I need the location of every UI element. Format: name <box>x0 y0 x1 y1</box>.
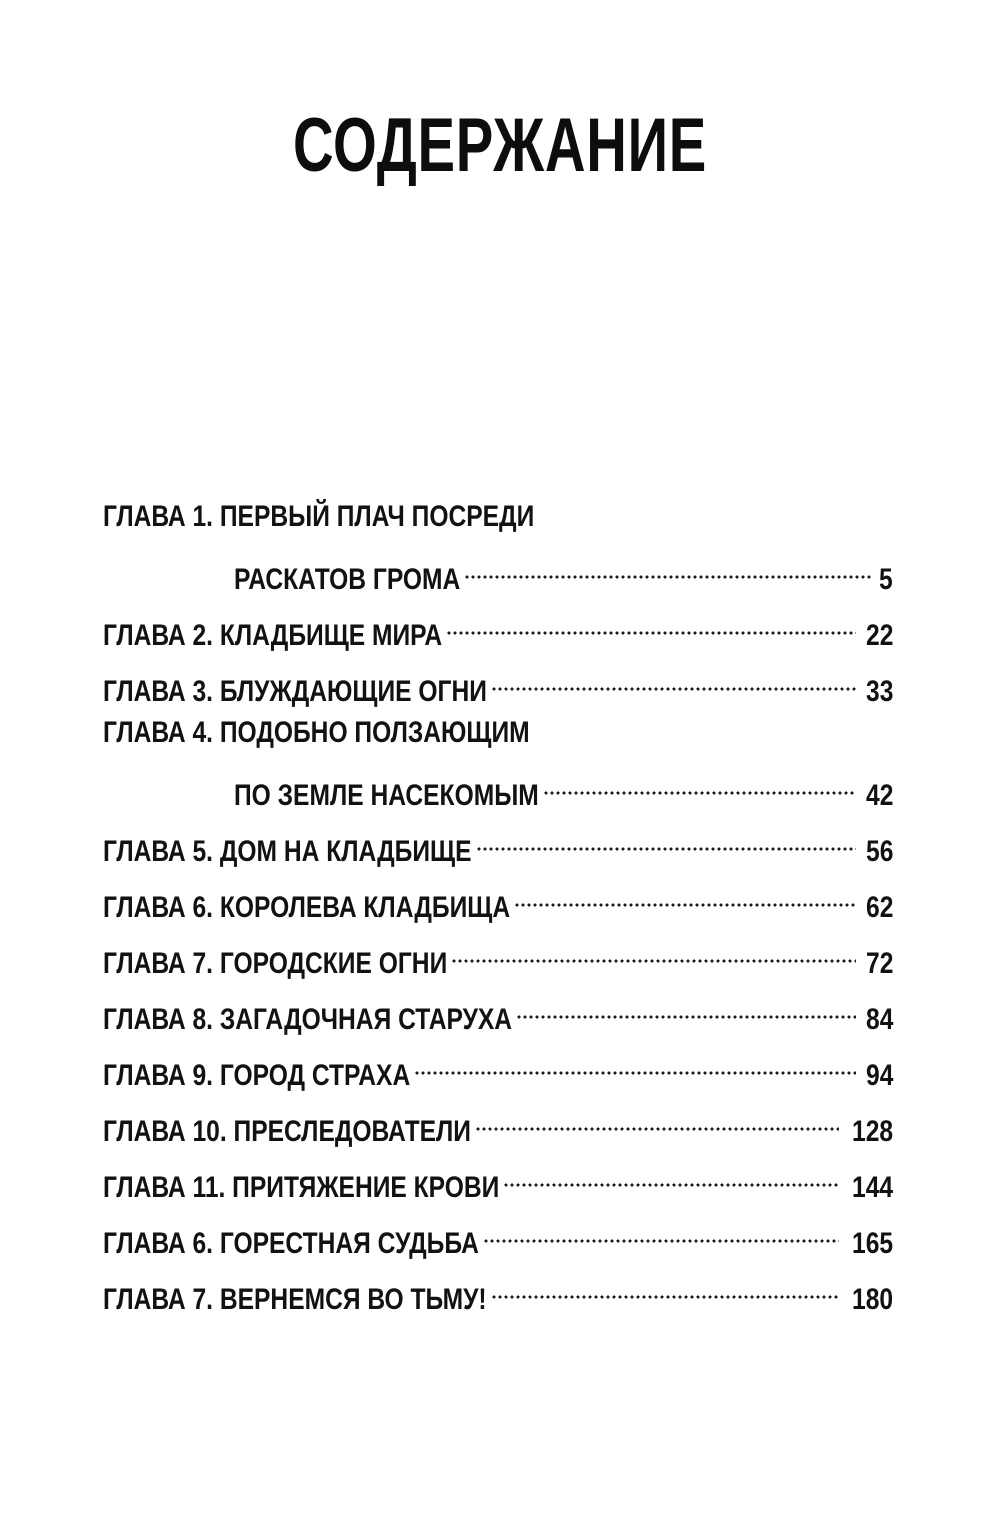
toc-entry-title-continued: ПО ЗЕМЛЕ НАСЕКОМЫМ <box>234 779 539 812</box>
toc-entry <box>103 1037 893 1092</box>
dot-leader <box>491 1261 839 1309</box>
toc-page-number: 22 <box>865 619 893 652</box>
dot-leader <box>446 597 855 645</box>
toc-page-number: 5 <box>879 563 893 596</box>
toc-entry-title: ГЛАВА 7. ГОРОДСКИЕ ОГНИ <box>103 947 448 980</box>
toc-page-number: 165 <box>851 1227 893 1260</box>
dot-leader <box>414 1037 855 1085</box>
dot-leader <box>491 653 856 701</box>
dot-leader <box>543 757 856 805</box>
dot-leader <box>516 981 856 1029</box>
toc-entry <box>103 493 893 596</box>
toc-entry <box>103 597 893 652</box>
toc-entry-title: ГЛАВА 2. КЛАДБИЩЕ МИРА <box>103 619 443 652</box>
dot-leader <box>503 1149 839 1197</box>
toc-entry <box>103 813 893 868</box>
toc-page-number: 128 <box>851 1115 893 1148</box>
toc-entry <box>103 709 893 812</box>
toc-entry-title: ГЛАВА 9. ГОРОД СТРАХА <box>103 1059 411 1092</box>
toc-page-number: 62 <box>865 891 893 924</box>
toc-entry-title: ГЛАВА 11. ПРИТЯЖЕНИЕ КРОВИ <box>103 1171 500 1204</box>
toc-page-number: 144 <box>851 1171 893 1204</box>
toc-entry <box>103 981 893 1036</box>
toc-entry-title: ГЛАВА 4. ПОДОБНО ПОЛЗАЮЩИМ <box>103 716 530 749</box>
toc-page-number: 180 <box>851 1283 893 1316</box>
dot-leader <box>483 1205 839 1253</box>
toc-entry-title: ГЛАВА 10. ПРЕСЛЕДОВАТЕЛИ <box>103 1115 471 1148</box>
toc-entry <box>103 925 893 980</box>
toc-page-number: 84 <box>865 1003 893 1036</box>
dot-leader <box>476 813 856 861</box>
table-of-contents <box>103 493 893 1317</box>
toc-entry <box>103 1261 893 1316</box>
dot-leader <box>451 925 855 973</box>
toc-entry <box>103 653 893 708</box>
toc-entry <box>103 1205 893 1260</box>
toc-page-number: 42 <box>865 779 893 812</box>
page-title: СОДЕРЖАНИЕ <box>293 103 707 188</box>
toc-page-number: 94 <box>865 1059 893 1092</box>
dot-leader <box>514 869 856 917</box>
toc-entry-title: ГЛАВА 3. БЛУЖДАЮЩИЕ ОГНИ <box>103 675 487 708</box>
toc-entry-title: ГЛАВА 1. ПЕРВЫЙ ПЛАЧ ПОСРЕДИ <box>103 500 535 533</box>
toc-entry-title: ГЛАВА 6. ГОРЕСТНАЯ СУДЬБА <box>103 1227 479 1260</box>
toc-entry <box>103 1093 893 1148</box>
toc-page-number: 56 <box>865 835 893 868</box>
toc-entry-title-continued: РАСКАТОВ ГРОМА <box>234 563 461 596</box>
toc-entry <box>103 1149 893 1204</box>
toc-entry-title: ГЛАВА 8. ЗАГАДОЧНАЯ СТАРУХА <box>103 1003 513 1036</box>
dot-leader <box>464 541 872 589</box>
toc-entry-title: ГЛАВА 7. ВЕРНЕМСЯ ВО ТЬМУ! <box>103 1283 487 1316</box>
toc-entry-title: ГЛАВА 5. ДОМ НА КЛАДБИЩЕ <box>103 835 472 868</box>
dot-leader <box>475 1093 839 1141</box>
toc-page-number: 33 <box>865 675 893 708</box>
toc-entry <box>103 869 893 924</box>
toc-page-number: 72 <box>865 947 893 980</box>
toc-entry-title: ГЛАВА 6. КОРОЛЕВА КЛАДБИЩА <box>103 891 511 924</box>
